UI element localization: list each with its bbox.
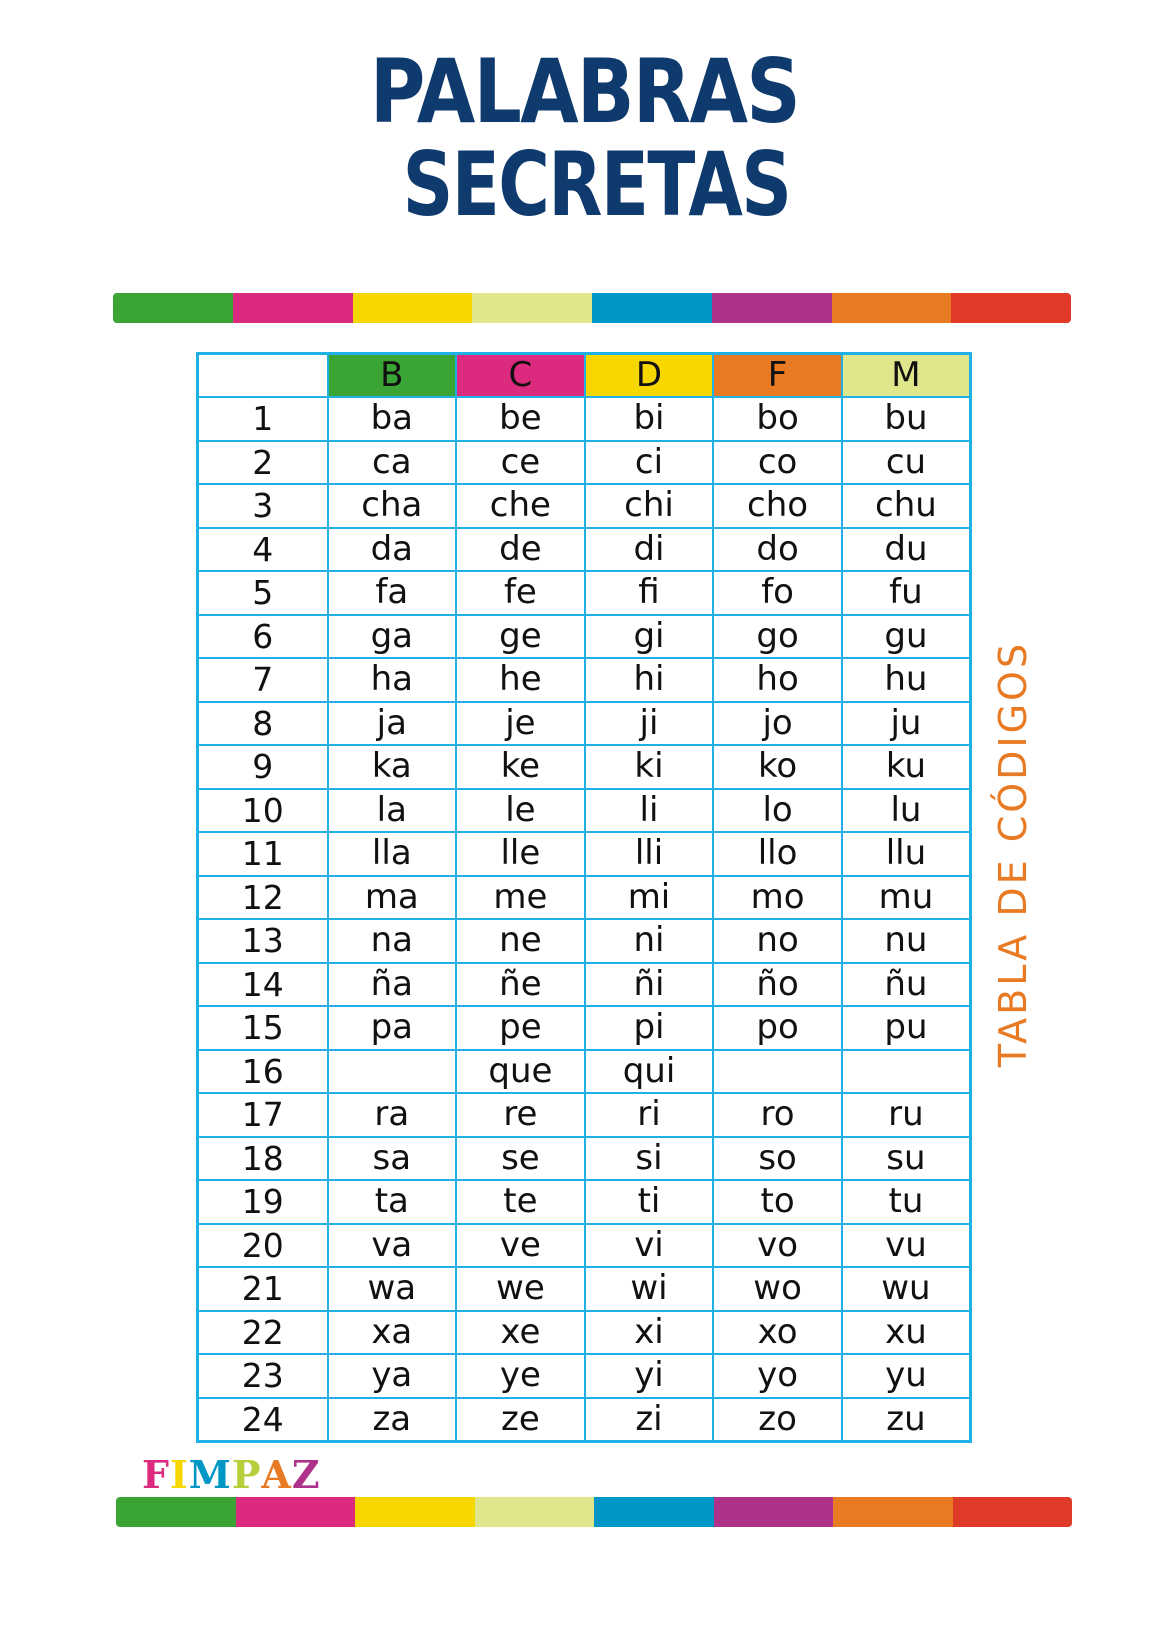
syllable-cell: co <box>713 441 842 485</box>
syllable-cell: cho <box>713 484 842 528</box>
syllable-cell: pi <box>585 1006 714 1050</box>
row-number: 21 <box>198 1267 328 1311</box>
logo-letter: A <box>261 1452 292 1497</box>
syllable-cell: ke <box>456 745 585 789</box>
syllable-cell: lli <box>585 832 714 876</box>
syllable-cell: ñu <box>842 963 971 1007</box>
syllable-cell: ho <box>713 658 842 702</box>
table-row <box>198 919 971 963</box>
stripe-segment <box>832 293 952 323</box>
syllable-cell <box>328 1050 457 1094</box>
logo-letter: I <box>169 1452 189 1497</box>
stripe-segment <box>236 1497 356 1527</box>
syllable-cell: jo <box>713 702 842 746</box>
table-row <box>198 441 971 485</box>
syllable-cell: llu <box>842 832 971 876</box>
color-stripe-bottom <box>116 1497 1072 1527</box>
syllable-cell: ze <box>456 1398 585 1442</box>
syllable-cell: cu <box>842 441 971 485</box>
table-row <box>198 397 971 441</box>
syllable-cell: li <box>585 789 714 833</box>
column-header-d: D <box>585 354 714 398</box>
syllable-cell: ñe <box>456 963 585 1007</box>
stripe-segment <box>833 1497 953 1527</box>
syllable-cell: wa <box>328 1267 457 1311</box>
table-row <box>198 1050 971 1094</box>
stripe-segment <box>594 1497 714 1527</box>
syllable-cell: no <box>713 919 842 963</box>
syllable-cell: lla <box>328 832 457 876</box>
syllable-cell: yu <box>842 1354 971 1398</box>
logo-letter: F <box>142 1452 170 1497</box>
column-header-f: F <box>713 354 842 398</box>
row-number: 20 <box>198 1224 328 1268</box>
syllable-cell: fu <box>842 571 971 615</box>
stripe-segment <box>712 293 832 323</box>
row-number: 24 <box>198 1398 328 1442</box>
syllable-cell: qui <box>585 1050 714 1094</box>
table-row <box>198 658 971 702</box>
table-row <box>198 963 971 1007</box>
syllable-cell: du <box>842 528 971 572</box>
row-number: 12 <box>198 876 328 920</box>
side-label: TABLA DE CÓDIGOS <box>991 640 1035 1068</box>
stripe-segment <box>355 1497 475 1527</box>
code-table <box>196 352 972 1443</box>
row-number: 6 <box>198 615 328 659</box>
syllable-cell: pu <box>842 1006 971 1050</box>
stripe-segment <box>113 293 233 323</box>
syllable-cell: ha <box>328 658 457 702</box>
syllable-cell: re <box>456 1093 585 1137</box>
color-stripe-top <box>113 293 1071 323</box>
syllable-cell: ve <box>456 1224 585 1268</box>
column-header-c: C <box>456 354 585 398</box>
syllable-cell: yo <box>713 1354 842 1398</box>
syllable-cell: je <box>456 702 585 746</box>
syllable-cell: xo <box>713 1311 842 1355</box>
row-number: 11 <box>198 832 328 876</box>
syllable-cell: su <box>842 1137 971 1181</box>
table-row <box>198 484 971 528</box>
syllable-cell: bo <box>713 397 842 441</box>
syllable-cell: zi <box>585 1398 714 1442</box>
row-number: 13 <box>198 919 328 963</box>
syllable-cell: ma <box>328 876 457 920</box>
syllable-cell: chi <box>585 484 714 528</box>
syllable-cell: chu <box>842 484 971 528</box>
syllable-cell: mo <box>713 876 842 920</box>
table-row <box>198 1180 971 1224</box>
table-row <box>198 702 971 746</box>
syllable-cell: llo <box>713 832 842 876</box>
stripe-segment <box>475 1497 595 1527</box>
syllable-cell: hi <box>585 658 714 702</box>
row-number: 17 <box>198 1093 328 1137</box>
table-row <box>198 571 971 615</box>
syllable-cell: hu <box>842 658 971 702</box>
table-body <box>198 397 971 1442</box>
syllable-cell: de <box>456 528 585 572</box>
syllable-cell: fi <box>585 571 714 615</box>
syllable-cell: xi <box>585 1311 714 1355</box>
syllable-cell: ni <box>585 919 714 963</box>
syllable-cell: bu <box>842 397 971 441</box>
syllable-cell: fa <box>328 571 457 615</box>
syllable-cell: ca <box>328 441 457 485</box>
syllable-cell: ta <box>328 1180 457 1224</box>
syllable-cell: ra <box>328 1093 457 1137</box>
syllable-cell: ge <box>456 615 585 659</box>
syllable-cell: ji <box>585 702 714 746</box>
table-row <box>198 832 971 876</box>
row-number: 23 <box>198 1354 328 1398</box>
syllable-cell: ya <box>328 1354 457 1398</box>
fimpaz-logo <box>142 1452 321 1497</box>
syllable-cell: vu <box>842 1224 971 1268</box>
syllable-cell: che <box>456 484 585 528</box>
syllable-cell: cha <box>328 484 457 528</box>
syllable-cell: ti <box>585 1180 714 1224</box>
stripe-segment <box>592 293 712 323</box>
row-number: 22 <box>198 1311 328 1355</box>
syllable-cell: wi <box>585 1267 714 1311</box>
syllable-cell: lu <box>842 789 971 833</box>
table-row <box>198 876 971 920</box>
syllable-cell: que <box>456 1050 585 1094</box>
code-table-container <box>196 352 972 1443</box>
syllable-cell: fo <box>713 571 842 615</box>
row-number: 4 <box>198 528 328 572</box>
syllable-cell: tu <box>842 1180 971 1224</box>
syllable-cell: sa <box>328 1137 457 1181</box>
row-number: 5 <box>198 571 328 615</box>
stripe-segment <box>472 293 592 323</box>
row-number: 15 <box>198 1006 328 1050</box>
syllable-cell: za <box>328 1398 457 1442</box>
syllable-cell: me <box>456 876 585 920</box>
syllable-cell: do <box>713 528 842 572</box>
page-title-line2: SECRETAS <box>402 133 791 236</box>
syllable-cell: ki <box>585 745 714 789</box>
row-number: 1 <box>198 397 328 441</box>
corner-cell <box>198 354 328 398</box>
syllable-cell: te <box>456 1180 585 1224</box>
table-row <box>198 1006 971 1050</box>
syllable-cell: zu <box>842 1398 971 1442</box>
row-number: 18 <box>198 1137 328 1181</box>
logo-letter: P <box>231 1452 262 1497</box>
syllable-cell: ña <box>328 963 457 1007</box>
syllable-cell: ro <box>713 1093 842 1137</box>
logo-letter: Z <box>291 1452 321 1497</box>
syllable-cell <box>713 1050 842 1094</box>
syllable-cell: gu <box>842 615 971 659</box>
syllable-cell: ka <box>328 745 457 789</box>
page-title-line1: PALABRAS <box>369 40 800 143</box>
syllable-cell: di <box>585 528 714 572</box>
syllable-cell: la <box>328 789 457 833</box>
syllable-cell: da <box>328 528 457 572</box>
syllable-cell: so <box>713 1137 842 1181</box>
syllable-cell: le <box>456 789 585 833</box>
stripe-segment <box>116 1497 236 1527</box>
row-number: 8 <box>198 702 328 746</box>
table-row <box>198 789 971 833</box>
syllable-cell: po <box>713 1006 842 1050</box>
syllable-cell: lo <box>713 789 842 833</box>
table-row <box>198 745 971 789</box>
table-row <box>198 1311 971 1355</box>
syllable-cell: ga <box>328 615 457 659</box>
stripe-segment <box>353 293 473 323</box>
row-number: 3 <box>198 484 328 528</box>
logo-letter: M <box>188 1452 232 1497</box>
syllable-cell: pe <box>456 1006 585 1050</box>
stripe-segment <box>714 1497 834 1527</box>
syllable-cell: wo <box>713 1267 842 1311</box>
row-number: 19 <box>198 1180 328 1224</box>
syllable-cell: ju <box>842 702 971 746</box>
table-row <box>198 1398 971 1442</box>
syllable-cell: vo <box>713 1224 842 1268</box>
syllable-cell: ño <box>713 963 842 1007</box>
syllable-cell: nu <box>842 919 971 963</box>
syllable-cell: lle <box>456 832 585 876</box>
table-row <box>198 615 971 659</box>
table-header-row <box>198 354 971 398</box>
row-number: 10 <box>198 789 328 833</box>
syllable-cell: xe <box>456 1311 585 1355</box>
syllable-cell: to <box>713 1180 842 1224</box>
table-row <box>198 1267 971 1311</box>
table-row <box>198 528 971 572</box>
table-row <box>198 1354 971 1398</box>
syllable-cell: fe <box>456 571 585 615</box>
column-header-b: B <box>328 354 457 398</box>
column-header-m: M <box>842 354 971 398</box>
syllable-cell: yi <box>585 1354 714 1398</box>
syllable-cell: xu <box>842 1311 971 1355</box>
syllable-cell: bi <box>585 397 714 441</box>
syllable-cell: xa <box>328 1311 457 1355</box>
row-number: 9 <box>198 745 328 789</box>
syllable-cell: vi <box>585 1224 714 1268</box>
row-number: 2 <box>198 441 328 485</box>
syllable-cell: na <box>328 919 457 963</box>
syllable-cell: ne <box>456 919 585 963</box>
syllable-cell: he <box>456 658 585 702</box>
syllable-cell: ye <box>456 1354 585 1398</box>
stripe-segment <box>953 1497 1073 1527</box>
syllable-cell: wu <box>842 1267 971 1311</box>
syllable-cell: si <box>585 1137 714 1181</box>
syllable-cell: ja <box>328 702 457 746</box>
table-row <box>198 1137 971 1181</box>
row-number: 14 <box>198 963 328 1007</box>
syllable-cell: pa <box>328 1006 457 1050</box>
row-number: 7 <box>198 658 328 702</box>
syllable-cell: mi <box>585 876 714 920</box>
syllable-cell: ri <box>585 1093 714 1137</box>
syllable-cell: va <box>328 1224 457 1268</box>
stripe-segment <box>233 293 353 323</box>
syllable-cell: ko <box>713 745 842 789</box>
syllable-cell: mu <box>842 876 971 920</box>
syllable-cell: zo <box>713 1398 842 1442</box>
syllable-cell: be <box>456 397 585 441</box>
side-label-container <box>992 628 1034 1080</box>
syllable-cell: ba <box>328 397 457 441</box>
syllable-cell: ce <box>456 441 585 485</box>
syllable-cell: se <box>456 1137 585 1181</box>
syllable-cell: gi <box>585 615 714 659</box>
syllable-cell: ñi <box>585 963 714 1007</box>
row-number: 16 <box>198 1050 328 1094</box>
syllable-cell: ku <box>842 745 971 789</box>
syllable-cell <box>842 1050 971 1094</box>
syllable-cell: we <box>456 1267 585 1311</box>
syllable-cell: go <box>713 615 842 659</box>
stripe-segment <box>951 293 1071 323</box>
table-row <box>198 1224 971 1268</box>
syllable-cell: ru <box>842 1093 971 1137</box>
table-row <box>198 1093 971 1137</box>
syllable-cell: ci <box>585 441 714 485</box>
